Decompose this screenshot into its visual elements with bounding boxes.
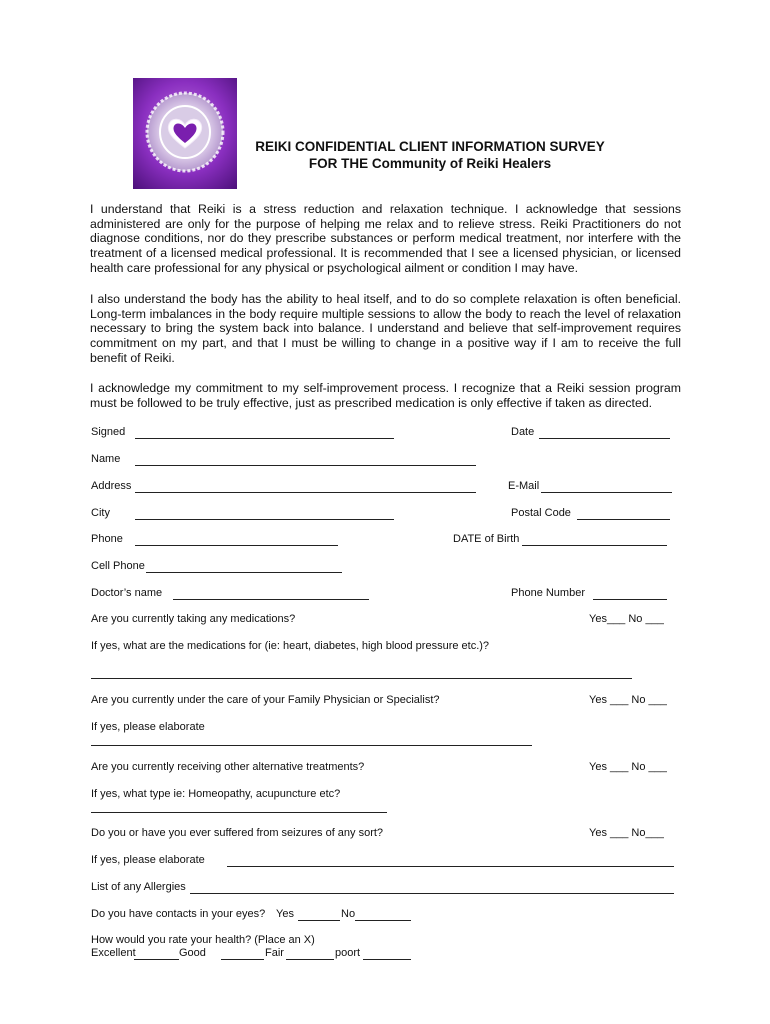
- reiki-logo: [133, 78, 237, 189]
- physician-elaborate-field[interactable]: [91, 745, 532, 746]
- city-label: City: [91, 507, 110, 519]
- poor-field[interactable]: [363, 959, 411, 960]
- allergies-field[interactable]: [190, 893, 674, 894]
- doctor-name-field[interactable]: [173, 599, 369, 600]
- date-field[interactable]: [539, 438, 670, 439]
- city-field[interactable]: [135, 519, 394, 520]
- survey-subtitle: FOR THE Community of Reiki Healers: [308, 156, 552, 171]
- medications-yes-no[interactable]: Yes___ No ___: [589, 613, 664, 625]
- address-label: Address: [91, 480, 132, 492]
- cell-phone-label: Cell Phone: [91, 560, 145, 572]
- address-field[interactable]: [135, 492, 476, 493]
- alternative-type-label: If yes, what type ie: Homeopathy, acupuncture etc?: [91, 788, 341, 800]
- contacts-yes-field[interactable]: [298, 920, 340, 921]
- intro-paragraph-3: I acknowledge my commitment to my self-improvement process. I recognize that a Reiki session program must be followed to be truly effective, just as prescribed medication is only effective if taken as directed.: [90, 381, 681, 410]
- fair-label: Fair: [265, 947, 284, 959]
- signed-field[interactable]: [135, 438, 394, 439]
- excellent-field[interactable]: [134, 959, 179, 960]
- intro-paragraph-1: I understand that Reiki is a stress reduction and relaxation technique. I acknowledge that sessions administered are only for the purpose of helping me relax and to relieve stress. Reiki Practitioners do not diagnose conditions, nor do they prescribe substances or perform medical treatment, nor interfere with the treatment of a licensed medical professional. It is recommended that I see a licensed physician, or licensed health care professional for any physical or psychological ailment or condition I may have.: [90, 202, 681, 275]
- seizures-elaborate-field[interactable]: [227, 866, 674, 867]
- intro-paragraph-2: I also understand the body has the ability to heal itself, and to do so complete relaxation is often beneficial. Long-term imbalances in the body require multiple sessions to allow the body to reach the level of relaxation necessary to bring the system back into balance. I understand and believe that self-improvement requires commitment on my part, and that I must be willing to change in a positive way if I am to receive the full benefit of Reiki.: [90, 292, 681, 365]
- medications-for-question: If yes, what are the medications for (ie: heart, diabetes, high blood pressure etc.)?: [91, 640, 490, 652]
- contacts-yes-label: Yes: [276, 908, 294, 920]
- contacts-no-field[interactable]: [355, 920, 411, 921]
- survey-title: REIKI CONFIDENTIAL CLIENT INFORMATION SURVEY: [255, 139, 605, 154]
- medications-question: Are you currently taking any medications?: [91, 613, 296, 625]
- physician-elaborate-label: If yes, please elaborate: [91, 721, 205, 733]
- doctor-name-label: Doctor’s name: [91, 587, 163, 599]
- email-field[interactable]: [541, 492, 672, 493]
- good-field[interactable]: [221, 959, 264, 960]
- health-rating-question: How would you rate your health? (Place an X): [91, 934, 315, 946]
- phone-number-field[interactable]: [593, 599, 667, 600]
- physician-question: Are you currently under the care of your Family Physician or Specialist?: [91, 694, 440, 706]
- contacts-no-label: No: [341, 908, 356, 920]
- fair-field[interactable]: [286, 959, 334, 960]
- alternative-yes-no[interactable]: Yes ___ No ___: [589, 761, 667, 773]
- poor-label: poort: [335, 947, 361, 959]
- email-label: E-Mail: [508, 480, 540, 492]
- allergies-label: List of any Allergies: [91, 881, 186, 893]
- excellent-label: Excellent: [91, 947, 136, 959]
- alternative-question: Are you currently receiving other alternative treatments?: [91, 761, 365, 773]
- physician-yes-no[interactable]: Yes ___ No ___: [589, 694, 667, 706]
- dob-label: DATE of Birth: [453, 533, 520, 545]
- postal-code-field[interactable]: [577, 519, 670, 520]
- phone-label: Phone: [91, 533, 123, 545]
- seizures-yes-no[interactable]: Yes ___ No___: [589, 827, 664, 839]
- seizures-question: Do you or have you ever suffered from seizures of any sort?: [91, 827, 384, 839]
- name-field[interactable]: [135, 465, 476, 466]
- cell-phone-field[interactable]: [146, 572, 342, 573]
- alternative-type-field[interactable]: [91, 812, 387, 813]
- seizures-elaborate-label: If yes, please elaborate: [91, 854, 205, 866]
- dob-field[interactable]: [522, 545, 667, 546]
- phone-number-label: Phone Number: [511, 587, 585, 599]
- phone-field[interactable]: [135, 545, 338, 546]
- good-label: Good: [179, 947, 206, 959]
- contacts-question: Do you have contacts in your eyes?: [91, 908, 266, 920]
- date-label: Date: [511, 426, 535, 438]
- medications-for-field[interactable]: [91, 678, 632, 679]
- postal-code-label: Postal Code: [511, 507, 571, 519]
- signed-label: Signed: [91, 426, 126, 438]
- name-label: Name: [91, 453, 121, 465]
